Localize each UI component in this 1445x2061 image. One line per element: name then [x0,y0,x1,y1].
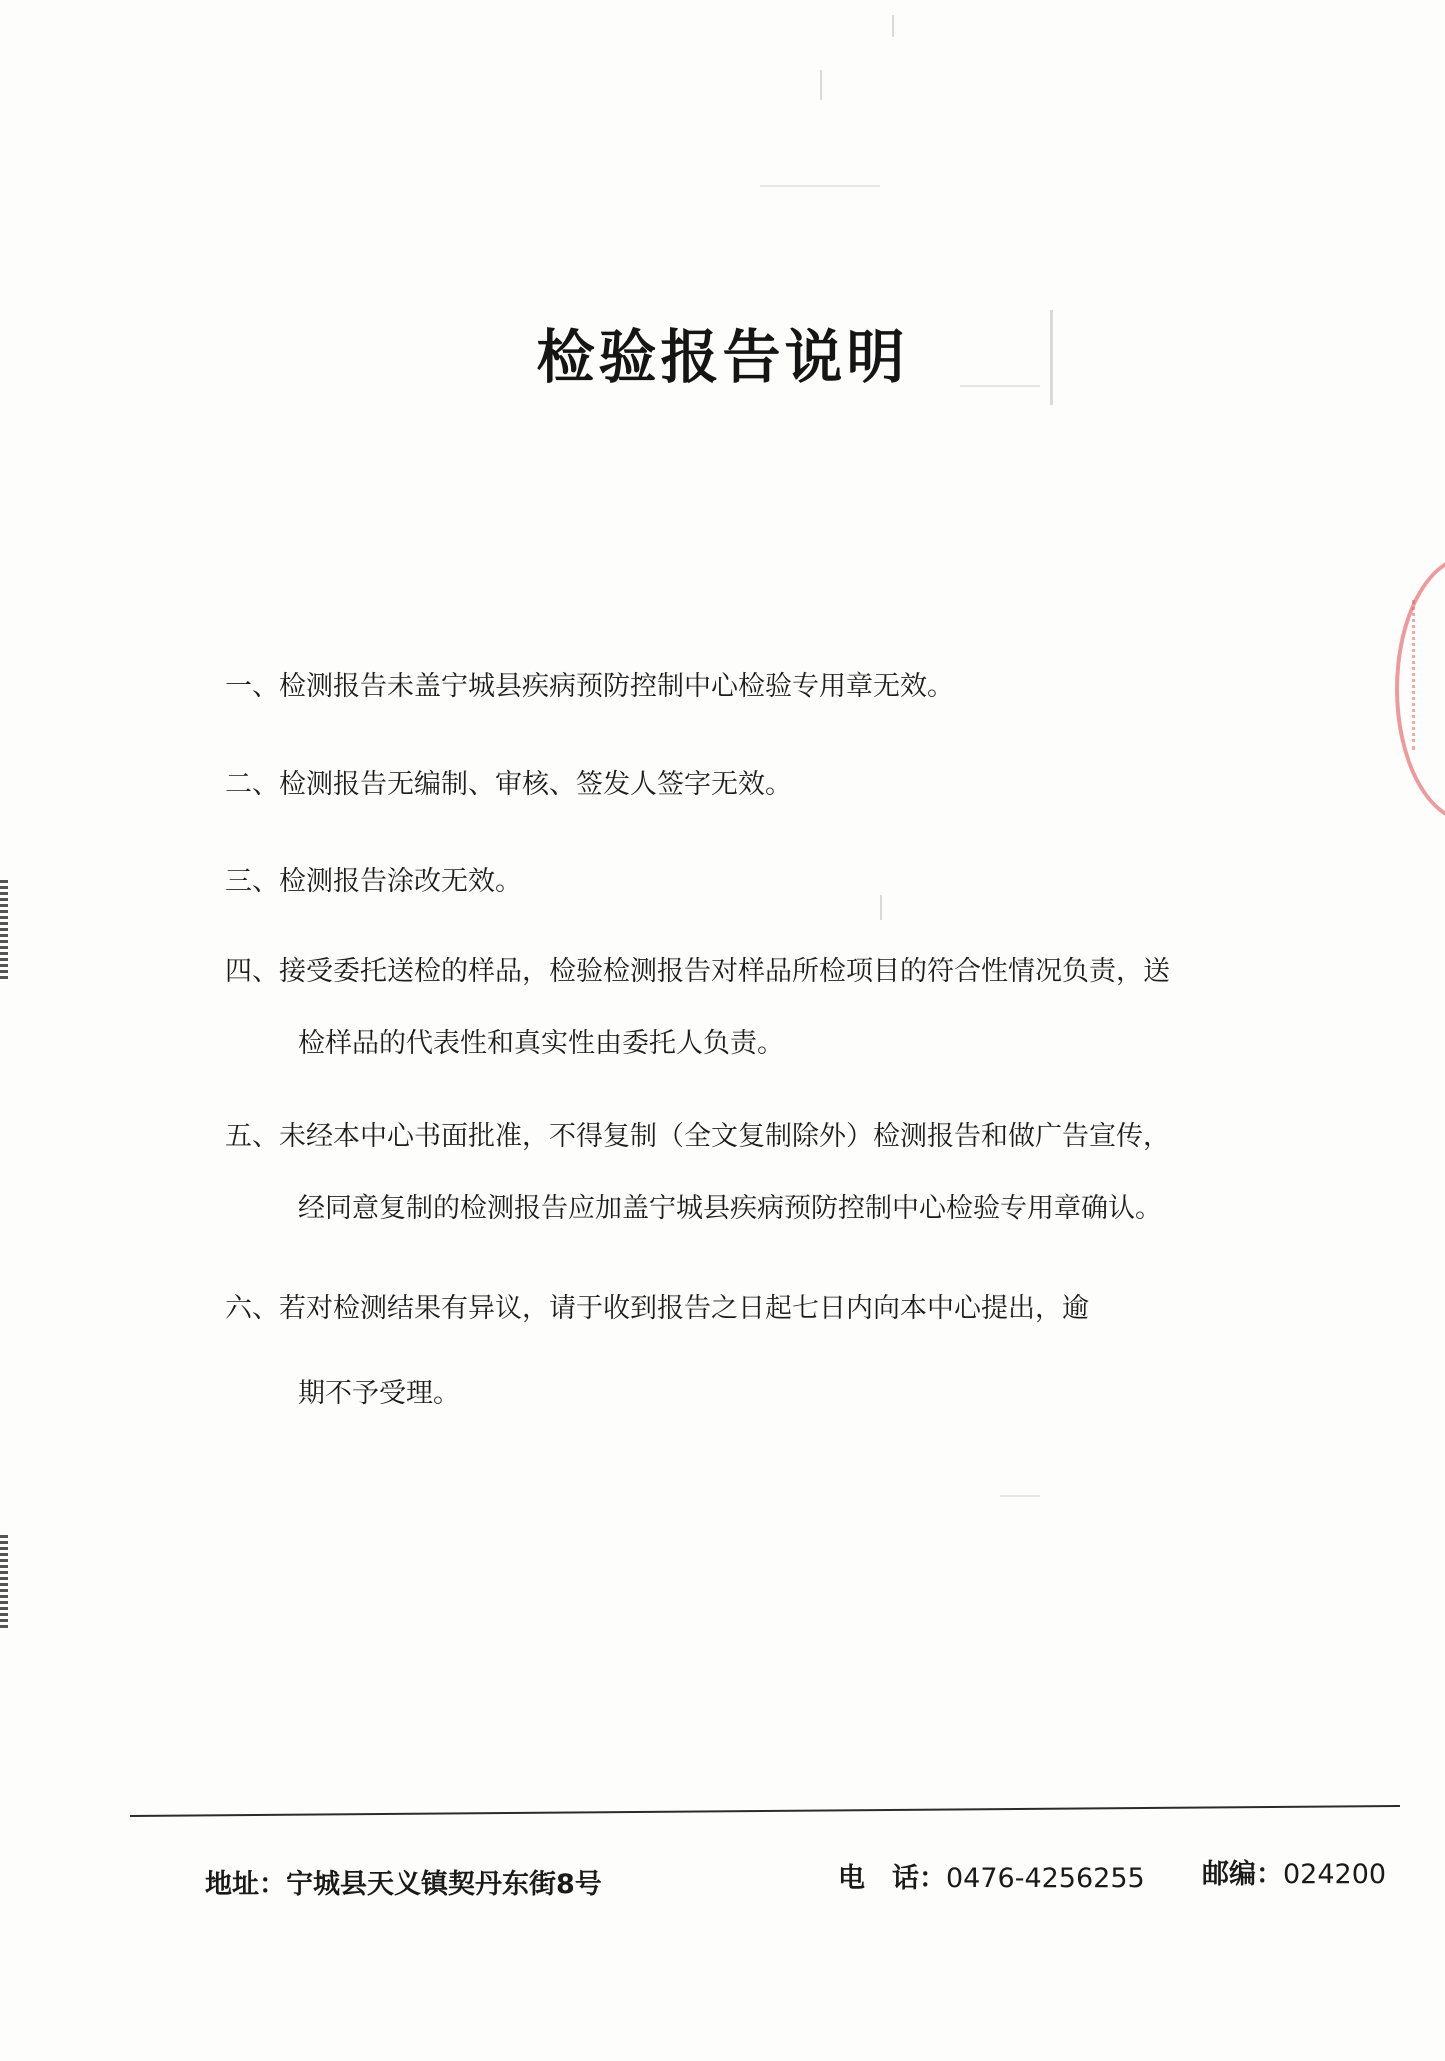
item-number: 二、 [225,769,279,800]
binding-marks [0,1535,8,1630]
scan-artifact [880,895,882,920]
scan-artifact [1000,1495,1040,1497]
list-item [225,1295,1285,1407]
item-number: 六、 [225,1293,279,1324]
footer-postcode [1202,1852,1386,1891]
footer-phone [838,1856,1145,1895]
postcode-value: 024200 [1283,1859,1387,1890]
item-number: 五、 [225,1121,279,1152]
list-item [225,1123,1285,1222]
list-item [225,673,1285,700]
footer-address [205,1862,602,1901]
footer-divider [130,1805,1400,1817]
item-text: 检测报告无编制、审核、签发人签字无效。 [279,769,792,800]
item-continuation: 经同意复制的检测报告应加盖宁城县疾病预防控制中心检验专用章确认。 [298,1193,1162,1224]
list-item [225,868,1285,895]
item-text: 未经本中心书面批准，不得复制（全文复制除外）检测报告和做广告宣传， [279,1121,1170,1152]
scan-artifact [892,15,894,37]
phone-label: 电 话： [838,1863,946,1894]
item-continuation: 检样品的代表性和真实性由委托人负责。 [298,1028,784,1059]
list-item [225,958,1285,1057]
address-value: 宁城县天义镇契丹东街8号 [286,1869,602,1900]
item-continuation: 期不予受理。 [298,1378,460,1409]
item-text: 检测报告未盖宁城县疾病预防控制中心检验专用章无效。 [279,671,954,702]
page-title: 检验报告说明 [536,323,909,391]
item-number: 四、 [225,956,279,987]
item-text: 接受委托送检的样品，检验检测报告对样品所检项目的符合性情况负责，送 [279,956,1170,987]
scan-artifact [760,185,880,187]
list-item [225,771,1285,798]
item-number: 一、 [225,671,279,702]
scan-artifact [820,70,822,100]
phone-value: 0476-4256255 [946,1863,1145,1894]
item-text: 检测报告涂改无效。 [279,866,522,897]
binding-marks [0,880,8,980]
postcode-label: 邮编： [1202,1859,1283,1890]
item-number: 三、 [225,866,279,897]
item-text: 若对检测结果有异议，请于收到报告之日起七日内向本中心提出，逾 [279,1293,1089,1324]
red-seal-stamp-text [1412,600,1445,750]
address-label: 地址： [205,1869,286,1900]
